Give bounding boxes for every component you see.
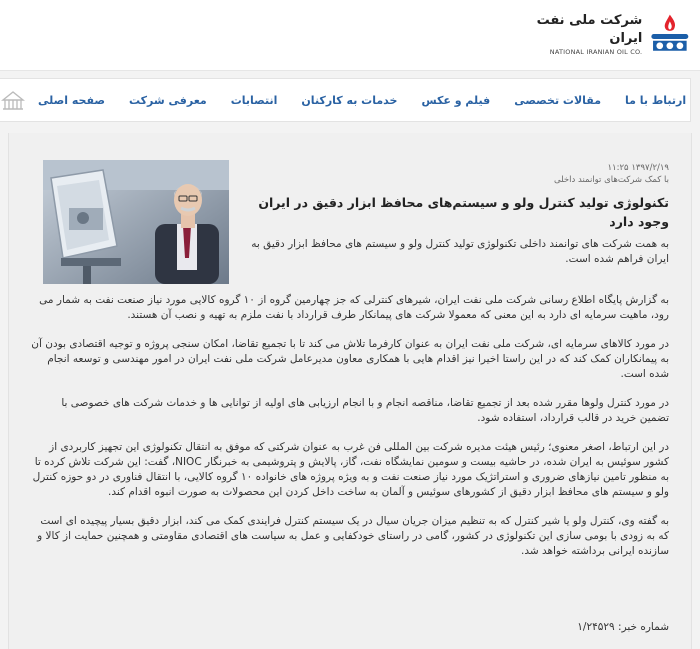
article-photo bbox=[43, 160, 229, 284]
article-container bbox=[8, 133, 692, 649]
nav-media[interactable]: فیلم و عکس bbox=[421, 93, 491, 107]
article-photo-graphic bbox=[43, 160, 229, 284]
logo-text bbox=[522, 12, 642, 56]
article-meta bbox=[554, 162, 669, 186]
main-navbar bbox=[0, 78, 691, 122]
article-paragraph: به گزارش پایگاه اطلاع رسانی شرکت ملی نفت ایران، شیرهای کنترلی که جز چهارمین گروه از ۱۰ گروه کالایی مورد نیاز صنعت نفت به شمار می رود، ماهیت سرمایه ای دارد به این معنی که معمولا شرکت های پیمانکار طرف قرارداد با نفت ملزم به تهیه و نصب آن هستند. bbox=[39, 294, 669, 321]
home-icon-graphic bbox=[0, 89, 26, 111]
home-building-icon[interactable] bbox=[0, 85, 26, 115]
article-title: تکنولوژی تولید کنترل ولو و سیستم‌های محافظ ابزار دقیق در ایران وجود دارد bbox=[258, 195, 669, 229]
nav-articles[interactable]: مقالات تخصصی bbox=[514, 93, 602, 107]
article-paragraph: در مورد کالاهای سرمایه ای، شرکت ملی نفت ایران به عنوان کارفرما تلاش می کند تا با تجمیع تقاضا، امکان سنجی پروژه و توجیه اقتصادی بودن آن به پیمانکاران کمک کند که در این راستا اخیرا نیز اقدام هایی با همکاری معاون مدیرعامل شرکت ملی نفت ایران در امور مهندسی و توسعه انجام شده است. bbox=[31, 338, 669, 380]
nav-employee-services[interactable]: خدمات به کارکنان bbox=[301, 93, 398, 107]
article-body bbox=[29, 293, 669, 573]
site-header bbox=[0, 0, 700, 71]
nav-appointments[interactable]: انتصابات bbox=[230, 93, 278, 107]
nav-contact[interactable]: ارتباط با ما bbox=[625, 93, 687, 107]
nav-about[interactable]: معرفی شرکت bbox=[129, 93, 207, 107]
logo-name-en: NATIONAL IRANIAN OIL CO. bbox=[549, 48, 643, 56]
nioc-logo-icon bbox=[648, 8, 692, 60]
article-paragraph: در مورد کنترل ولوها مقرر شده بعد از تجمیع تقاضا، مناقصه انجام و با انجام ارزیابی های اولیه از توانایی ها و خدمات شرکت های خصوصی با تضمین خرید در قالب قرارداد، استفاده شود. bbox=[61, 397, 669, 424]
article-paragraph: به گفته وی، کنترل ولو یا شیر کنترل که به تنظیم میزان جریان سیال در یک سیستم کنترل فرایندی کمک می کند، ابزار دقیق بسیار پیچیده ای است که به زودی با بومی سازی این تکنولوژی در کشور، گامی در راستای خودکفایی و عمل به سیاست های اقتصادی مقاومتی و همچنین حمایت از کالا و سازنده ایرانی برداشته خواهد شد. bbox=[37, 515, 669, 557]
logo-name-fa: شرکت ملی نفت ایران bbox=[536, 13, 643, 46]
news-number: شماره خبر: ۱/۲۴۵۲۹ bbox=[577, 621, 669, 633]
site-logo[interactable] bbox=[522, 8, 692, 60]
article-lead: به همت شرکت های توانمند داخلی تکنولوژی تولید کنترل ولو و سیستم های محافظ ابزار دقیق به ایران فراهم شده است. bbox=[251, 238, 669, 265]
article-paragraph: در این ارتباط، اصغر معنوی؛ رئیس هیئت مدیره شرکت بین المللی فن غرب به عنوان شرکتی که موفق به انتقال تکنولوژی این تجهیز کاربردی از کشور سوئیس به ایران شده، در حاشیه بیست و سومین نمایشگاه نفت، گاز، پالایش و پتروشیمی به خبرنگار NIOC، گفت: این شرکت تلاش کرده تا به منظور تامین نیازهای ضروری و استراتژیک مورد نیاز صنعت نفت و به ویژه پروژه های خانواده ۱۰ گروه کالایی، با انتقال فناوری در دو حوزه کنترل ولو و سیستم های محافظ ابزار دقیق از کشورهای سوئیس و آلمان به ساخت داخل کردن این محصولات به صورت انبوه اقدام کند. bbox=[32, 441, 669, 498]
article-category: با کمک شرکت‌های توانمند داخلی bbox=[554, 175, 669, 185]
nav-home[interactable]: صفحه اصلی bbox=[38, 93, 105, 107]
article-date: ۱۳۹۷/۲/۱۹ ۱۱:۲۵ bbox=[607, 163, 669, 173]
